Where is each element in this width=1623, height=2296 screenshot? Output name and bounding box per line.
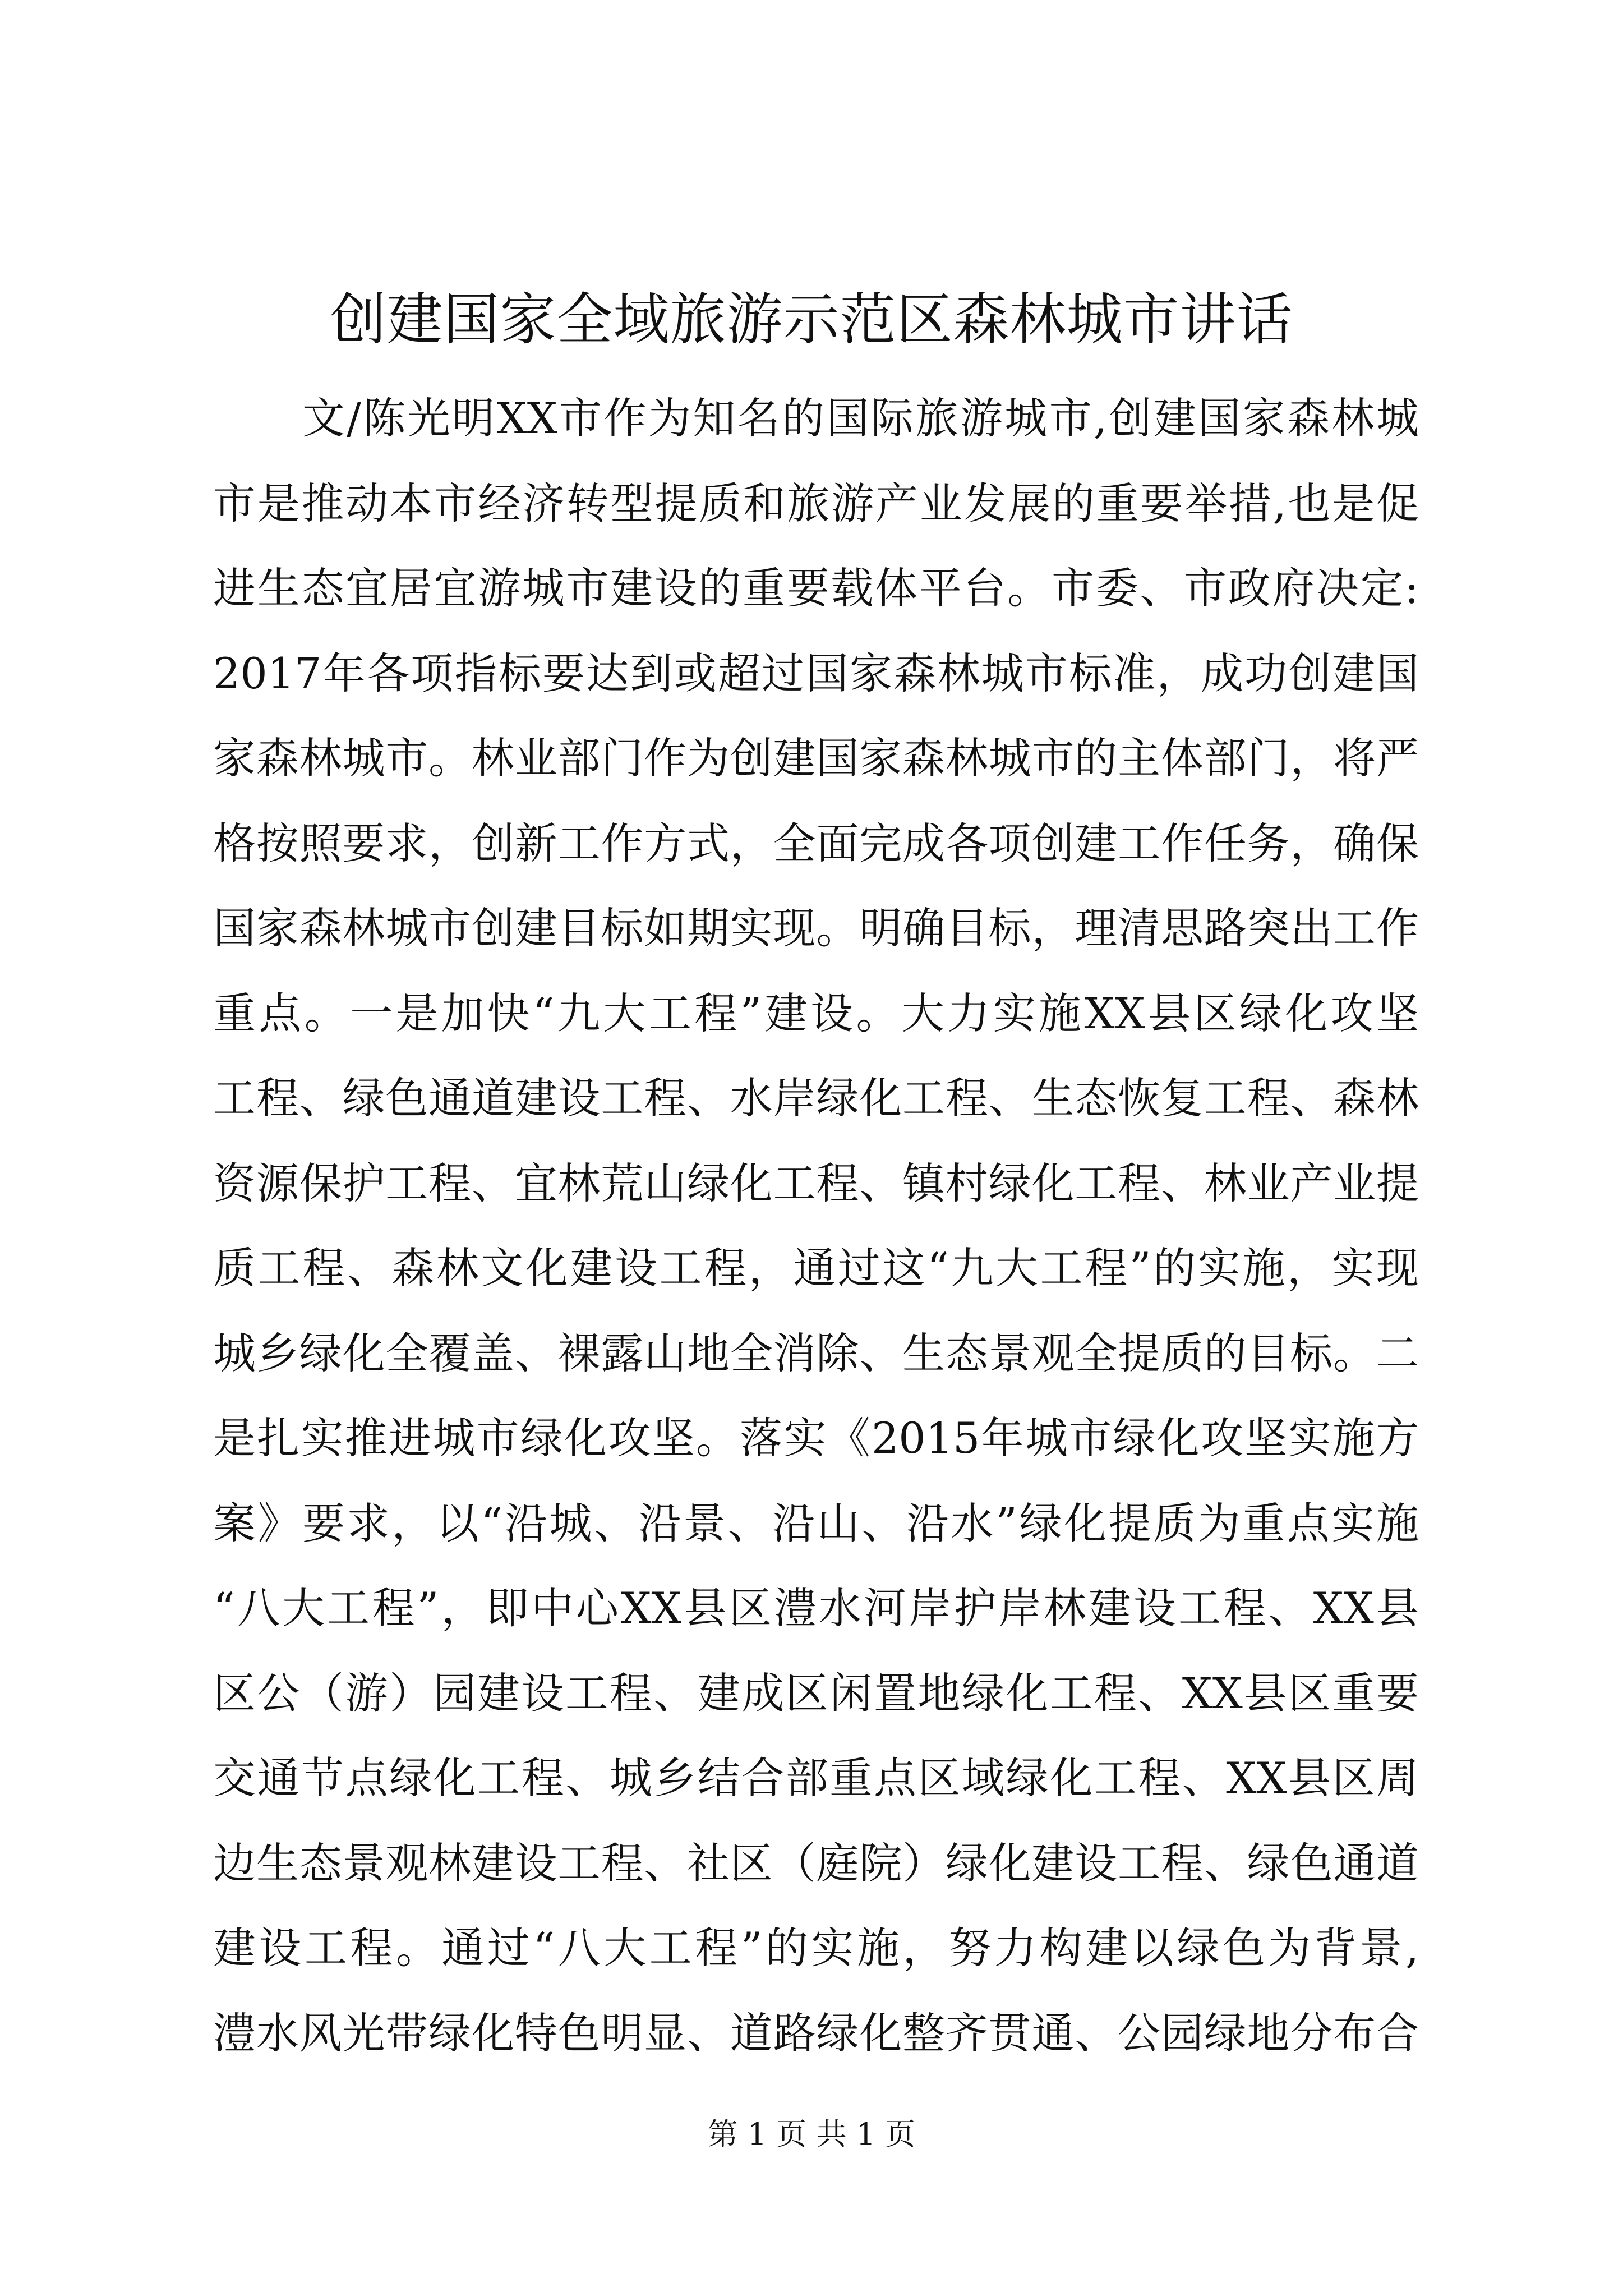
document-title: 创建国家全域旅游示范区森林城市讲话 [330, 287, 1293, 352]
body-line: 是扎实推进城市绿化攻坚。落实《2015年城市绿化攻坚实施方 [213, 1413, 1419, 1463]
body-line: 澧水风光带绿化特色明显、道路绿化整齐贯通、公园绿地分布合 [213, 2008, 1419, 2058]
body-line: 市是推动本市经济转型提质和旅游产业发展的重要举措,也是促 [213, 478, 1419, 528]
page-footer: 第 1 页 共 1 页 [707, 2116, 916, 2152]
body-line: “八大工程”，即中心XX县区澧水河岸护岸林建设工程、XX县 [213, 1583, 1419, 1633]
body-line: 案》要求，以“沿城、沿景、沿山、沿水”绿化提质为重点实施 [213, 1498, 1419, 1548]
body-line: 边生态景观林建设工程、社区（庭院）绿化建设工程、绿色通道 [213, 1838, 1419, 1888]
body-line: 家森林城市。林业部门作为创建国家森林城市的主体部门，将严 [213, 733, 1419, 783]
body-line: 交通节点绿化工程、城乡结合部重点区域绿化工程、XX县区周 [213, 1753, 1419, 1803]
body-line: 城乡绿化全覆盖、裸露山地全消除、生态景观全提质的目标。二 [213, 1328, 1419, 1378]
body-line: 重点。一是加快“九大工程”建设。大力实施XX县区绿化攻坚 [213, 988, 1419, 1038]
body-line: 资源保护工程、宜林荒山绿化工程、镇村绿化工程、林业产业提 [213, 1158, 1419, 1208]
body-line: 文/陈光明XX市作为知名的国际旅游城市,创建国家森林城 [213, 393, 1419, 443]
body-line: 质工程、森林文化建设工程，通过这“九大工程”的实施，实现 [213, 1243, 1419, 1293]
body-line: 工程、绿色通道建设工程、水岸绿化工程、生态恢复工程、森林 [213, 1073, 1419, 1123]
body-line: 进生态宜居宜游城市建设的重要载体平台。市委、市政府决定: [213, 563, 1419, 613]
body-line: 建设工程。通过“八大工程”的实施，努力构建以绿色为背景, [213, 1923, 1419, 1973]
body-line: 格按照要求，创新工作方式，全面完成各项创建工作任务，确保 [213, 818, 1419, 868]
body-line: 2017年各项指标要达到或超过国家森林城市标准，成功创建国 [213, 648, 1419, 698]
body-text [213, 376, 1419, 2076]
body-line: 国家森林城市创建目标如期实现。明确目标，理清思路突出工作 [213, 903, 1419, 953]
body-line: 区公（游）园建设工程、建成区闲置地绿化工程、XX县区重要 [213, 1668, 1419, 1718]
